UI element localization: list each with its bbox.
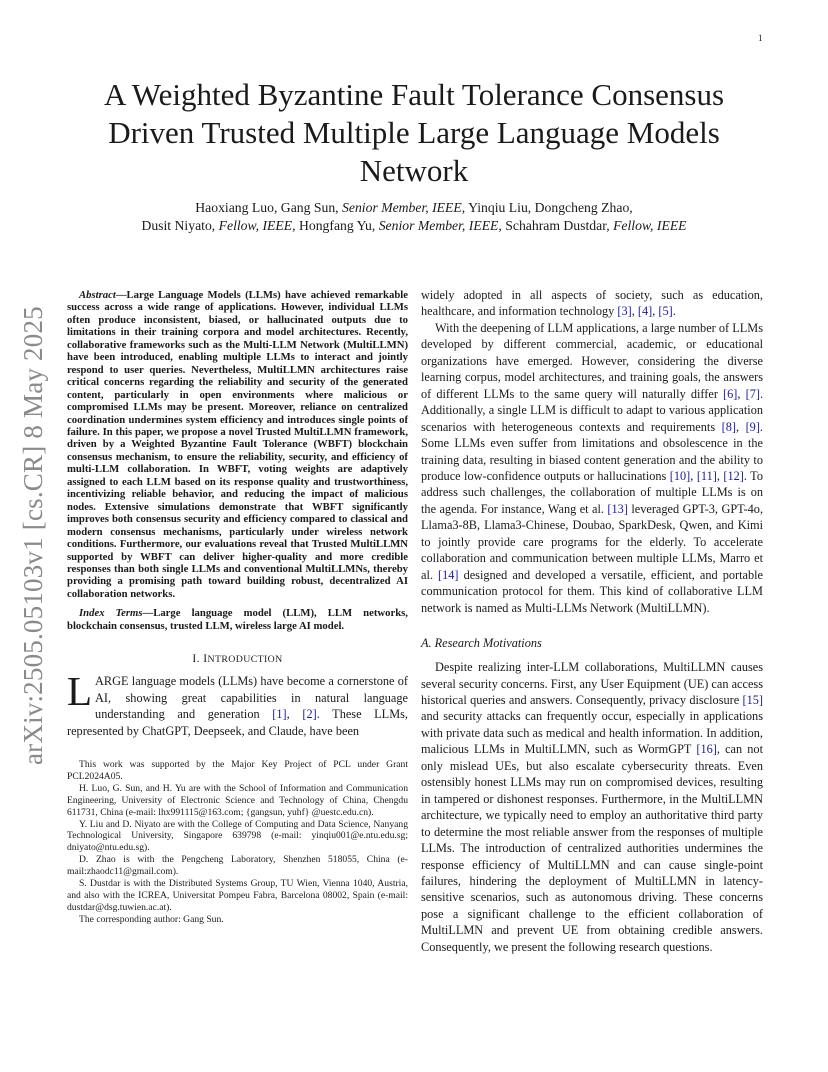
index-terms-lead: Index Terms (79, 607, 143, 620)
index-terms (67, 607, 408, 632)
abstract (67, 289, 408, 600)
member-grade: Fellow, IEEE (218, 218, 293, 233)
text-run: , can not only mislead UEs, but also escalate cybersecurity threats. Even ostensibly honest LLMs may run on compromised devices, resulting in tampered or dishonest responses. Furthermore, in the MultiLLMN architecture, we typically need to employ an authoritative third party to determine the most reliable answer from the responses of multiple LLMs. The introduction of centralized authorities undermines the response efficiency of MultiLLMN and can cause single-point failures, hindering the deployment of MultiLLMN in latency-sensitive scenarios, such as autonomous driving. These concerns pose a significant challenge to the efficient collaboration of MultiLLMN and prevent UE from obtaining credible answers. Consequently, we present the following research questions. (421, 742, 763, 954)
citation-link[interactable]: [2] (302, 707, 317, 722)
footnotes (67, 759, 408, 926)
intro-paragraph-text (67, 668, 408, 738)
citation-link[interactable]: [3] (617, 304, 632, 319)
text-run: , Yinqiu Liu, Dongcheng Zhao, (461, 200, 633, 215)
text-run: . These LLMs, represented by ChatGPT, Deepseek, and Claude, have been (67, 707, 408, 738)
text-run: , Schahram Dustdar, (498, 218, 614, 233)
body-paragraph-3 (421, 659, 763, 955)
citation-link[interactable]: [1] (272, 707, 287, 722)
text-run: leveraged GPT-3, GPT-4o, Llama3-8B, Llama3-Chinese, Doubao, SparkDesk, Qwen, and Kimi to jointly provide care programs for the elderly. To accelerate collaboration and communication between multiple LLMs, Marro et al. (421, 501, 764, 582)
citation-link[interactable]: [12] (723, 468, 744, 483)
footnote: H. Luo, G. Sun, and H. Yu are with the School of Information and Communication Engineering, University of Electronic Science and Technology of China, Chengdu 611731, China (e-mail: lhx991115@163.com; {gangsun, yuhf} @uestc.edu.cn). (67, 782, 408, 818)
section-number: I. (192, 652, 204, 666)
citation-link[interactable]: [5] (658, 304, 673, 319)
abstract-text: —Large Language Models (LLMs) have achieved remarkable success across a wide range of applications. However, individual LLMs often produce inconsistent, biased, or hallucinated outputs due to limitations in their training corpora and model architectures. Recently, collaborative frameworks such as the Multi-LLM Network (MultiLLMN) have been introduced, enabling multiple LLMs to interact and jointly respond to user queries. Nevertheless, MultiLLMN architectures raise critical concerns regarding the reliability and security of the generated content, particularly in open environments where malicious or compromised LLMs may be present. Moreover, reliance on centralized coordination undermines system efficiency and introduces single points of failure. In this paper, we propose a novel Trusted MultiLLMN framework, driven by a Weighted Byzantine Fault Tolerance (WBFT) blockchain consensus mechanism, to ensure the reliability, security, and efficiency of multi-LLM collaboration. In WBFT, voting weights are adaptively assigned to each LLM based on its response quality and trustworthiness, incentivizing reliable behavior, and reducing the impact of malicious nodes. Extensive simulations demonstrate that WBFT significantly improves both consensus security and efficiency compared to classical and modern consensus mechanisms, particularly under wireless network conditions. Furthermore, our evaluations reveal that Trusted MultiLLMN supported by WBFT can deliver higher-quality and more credible responses than both single LLMs and conventional MultiLLMNs, thereby providing a promising path toward building robust, decentralized AI collaboration networks. (67, 289, 408, 600)
footnote: Y. Liu and D. Niyato are with the College of Computing and Data Science, Nanyang Technological University, Singapore 639798 (e-mail: yinqiu001@e.ntu.edu.sg; dniyato@ntu.edu.sg). (67, 818, 408, 854)
footnote: D. Zhao is with the Pengcheng Laboratory, Shenzhen 518055, China (e-mail:zhaodc11@gmail.com). (67, 854, 408, 878)
citation-link[interactable]: [10] (669, 468, 691, 483)
body-paragraph-1 (421, 287, 763, 320)
paper-title: A Weighted Byzantine Fault Tolerance Consensus Driven Trusted Multiple Large Language Models Network (103, 77, 725, 188)
citation-link[interactable]: [11] (696, 468, 717, 483)
abstract-lead: Abstract (79, 289, 116, 301)
text-run: , (631, 304, 638, 319)
text-run: . Additionally, a single LLM is difficult to adapt to various application scenarios with heterogeneous contexts and requirements (421, 386, 764, 434)
left-column (67, 289, 408, 926)
right-column (421, 287, 763, 955)
text-run: ARGE language models (LLMs) have become a cornerstone of AI, showing great capabilities in natural language understanding and generation (95, 674, 408, 722)
member-grade: Senior Member, IEEE (342, 200, 462, 215)
text-run: With the deepening of LLM applications, a large number of LLMs developed by different commercial, academic, or educational organizations have emerged. However, considering the diverse learning corpus, model architectures, and training goals, the answers of different LLMs to the same query will naturally differ (421, 320, 763, 401)
drop-cap: L (67, 668, 93, 715)
text-run: . To address such challenges, the collaboration of multiple LLMs is on the agenda. For instance, Wang et al. (421, 468, 763, 516)
text-run: designed and developed a versatile, efficient, and portable communication protocol for them. This kind of collaborative LLM network is named as Multi-LLMs Network (MultiLLMN). (421, 567, 763, 615)
author-list (60, 199, 768, 235)
section-initial: I (203, 652, 208, 666)
section-heading-introduction (67, 652, 408, 665)
citation-link[interactable]: [6] (723, 386, 738, 401)
footnote: This work was supported by the Major Key Project of PCL under Grant PCL2024A05. (67, 759, 408, 782)
body-paragraph-2 (421, 320, 763, 616)
text-run: and security attacks can frequently occur, especially in applications with private data such as medical and health information. In addition, malicious LLMs in MultiLLMN, such as WormGPT (421, 709, 763, 757)
footnote: S. Dustdar is with the Distributed Systems Group, TU Wien, Vienna 1040, Austria, and also with the ICREA, Universitat Pompeu Fabra, Barcelona 08002, Spain (e-mail: dustdar@dsg.tuwien.ac.at). (67, 878, 408, 913)
page-number: 1 (758, 33, 763, 43)
section-rest: NTRODUCTION (207, 654, 283, 666)
text-run: . (672, 304, 676, 319)
arxiv-identifier-stamp: arXiv:2505.05103v1 [cs.CR] 8 May 2025 (18, 306, 48, 765)
citation-link[interactable]: [13] (607, 501, 628, 516)
text-run: widely adopted in all aspects of society, such as education, healthcare, and information technology (421, 288, 763, 319)
authors-line-2 (60, 217, 768, 235)
member-grade: Senior Member, IEEE (378, 218, 499, 233)
member-grade: Fellow, IEEE (613, 218, 687, 233)
text-run: , (735, 419, 746, 434)
text-run: Haoxiang Luo, Gang Sun, (195, 200, 343, 215)
authors-line-1 (60, 199, 768, 217)
text-run: , (737, 386, 746, 401)
text-run: , Hongfang Yu, (292, 218, 379, 233)
footnote: The corresponding author: Gang Sun. (79, 913, 224, 925)
text-run: , (716, 468, 724, 483)
index-terms-text: —Large language model (LLM), LLM networks, blockchain consensus, trusted LLM, wireless large AI model. (67, 607, 408, 632)
text-run: Despite realizing inter-LLM collaborations, MultiLLMN causes several security concerns. First, any User Equipment (UE) can access historical queries and answers. Consequently, privacy disclosure (421, 660, 763, 707)
text-run: Dusit Niyato, (141, 218, 219, 233)
citation-link[interactable]: [14] (438, 567, 459, 582)
subsection-heading-research-motivations: A. Research Motivations (421, 636, 542, 651)
citation-link[interactable]: [7] (745, 386, 760, 401)
text-run: , (652, 304, 659, 319)
text-run: , (286, 707, 303, 722)
citation-link[interactable]: [4] (637, 304, 653, 319)
citation-link[interactable]: [16] (696, 742, 717, 757)
text-run: , (690, 468, 697, 483)
citation-link[interactable]: [8] (721, 419, 736, 434)
text-run: . Some LLMs even suffer from limitations and obsolescence in the training data, resulting in biased content generation and the ability to produce low-confidence outputs or hallucinations (421, 419, 763, 483)
intro-paragraph (67, 668, 408, 739)
citation-link[interactable]: [9] (745, 419, 760, 434)
citation-link[interactable]: [15] (742, 692, 763, 707)
